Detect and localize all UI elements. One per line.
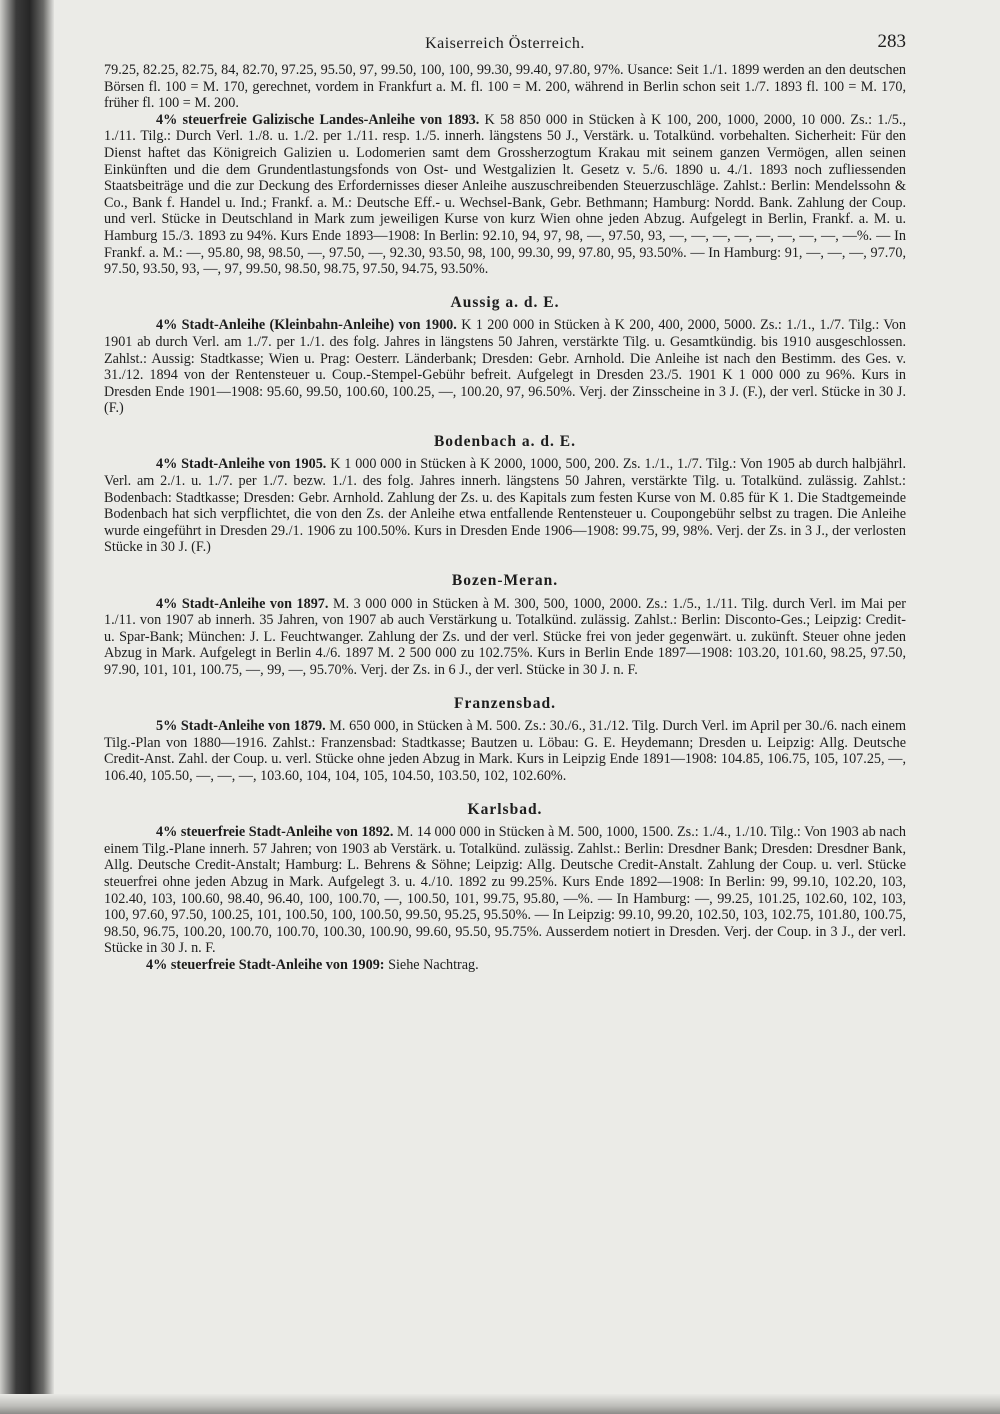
karlsbad-entry [104, 824, 906, 957]
section-heading-franzensbad: Franzensbad. [454, 694, 556, 712]
page-number: 283 [877, 31, 906, 52]
page-content [104, 26, 906, 974]
page-bottom-edge [0, 1394, 1000, 1414]
section-heading-aussig: Aussig a. d. E. [450, 293, 560, 311]
karlsbad-loan-text: M. 14 000 000 in Stücken à M. 500, 1000, 1500. Zs.: 1./4., 1./10. Tilg.: Von 1903 ab nach einem Tilg.-Plane innerh. 57 Jahren; von 1903 ab Verstärk. u. Totalkünd. zulässig. Zahlst.: Berlin: Dresdner Bank; Dresden: Dresdner Bank, Allg. Deutsche Credit-Anstalt; Hamburg: L. Behrens & Söhne; Leipzig: Allg. Deutsche Credit-Anstalt. Zahlung der Coup. u. verl. Stücke steuerfrei ohne jeden Abzug in Mark. Aufgelegt 3. u. 4./10. 1892 zu 99.25%. Kurs Ende 1892—1908: In Berlin: 99, 99.10, 102.20, 103, 102.40, 103, 100.60, 98.40, 96.40, 100, 100.70, —, 100.50, 101, 99.75, 95.80, —%. — In Hamburg: —, 99.25, 101.25, 102.60, 102, 103, 100, 97.60, 97.50, 100.25, 101, 100.50, 100, 100.50, 99.50, 95.25, 95.50%. — In Leipzig: 99.10, 99.20, 102.50, 103, 102.75, 101.80, 100.75, 98.50, 96.75, 100.20, 100.70, 100.70, 100.30, 100.90, 99.60, 95.50, 95.75%. Ausserdem notiert in Dresden. Verj. der Coup. in 3 J., der verl. Stücke in 30 J. n. F. [104, 824, 907, 957]
bodenbach-loan-title: 4% Stadt-Anleihe von 1905. [156, 456, 327, 473]
karlsbad-1909-loan-title: 4% steuerfreie Stadt-Anleihe von 1909: [146, 956, 385, 973]
section-heading-bodenbach: Bodenbach a. d. E. [433, 432, 577, 450]
bozen-meran-loan-title: 4% Stadt-Anleihe von 1897. [156, 595, 329, 612]
aussig-loan-text: K 1 200 000 in Stücken à K 200, 400, 2000, 5000. Zs.: 1./1., 1./7. Tilg.: Von 1901 ab durch Verl. am 1./7. per 1./1. des folg. Jahres in längstens 50 Jahren, verstärkte Tilg. u. Gesamtkündig. bis 1910 ausgeschlossen. Zahlst.: Aussig: Stadtkasse; Wien u. Prag: Oesterr. Länderbank; Dresden: Gebr. Arnhold. Die Anleihe ist nach den Bestimm. des Ges. v. 31./12. 1894 von der Rentensteuer u. Coup.-Stempel-Gebühr befreit. Aufgelegt in Dresden 23./5. 1901 K 1 000 000 zu 96%. Kurs in Dresden Ende 1901—1908: 95.60, 99.50, 100.60, 100.25, —, 100.20, 97, 96.50%. Verj. der Zinsscheine in 3 J. (F.), der verl. Stücke in 30 J. (F.) [104, 317, 906, 417]
aussig-loan-title: 4% Stadt-Anleihe (Kleinbahn-Anleihe) von 1900. [156, 317, 457, 334]
bozen-meran-entry [104, 596, 906, 679]
galizien-loan-title: 4% steuerfreie Galizische Landes-Anleihe von 1893. [156, 111, 480, 128]
running-title: Kaiserreich Österreich. [425, 35, 585, 52]
franzensbad-entry [104, 718, 906, 784]
karlsbad-1909-note: Siehe Nachtrag. [388, 956, 479, 973]
aussig-entry [104, 317, 906, 417]
galizien-loan-text: K 58 850 000 in Stücken à K 100, 200, 1000, 2000, 10 000. Zs.: 1./5., 1./11. Tilg.: Durch Verl. 1./8. u. 1./2. per 1./11. resp. 1./5. innerh. längstens 50 J., Verstärk. u. Totalkünd. vorbehalten. Sicherheit: Für den Dienst haftet das Königreich Galizien u. Lodomerien samt dem Grossherzogtum Krakau mit seinem ganzen Vermögen, allen seinen Einkünften und die dem Grundentlastungsfonds von Ost- und Westgalizien lt. Gesetz v. 5./6. 1890 u. 4./1. 1893 noch zufliessenden Staatsbeiträge und die zur Deckung des Erfordernisses dieser Anleihe auszuschreibenden Steuerzuschläge. Zahlst.: Berlin: Mendelssohn & Co., Bank f. Handel u. Ind.; Frankf. a. M.: Deutsche Eff.- u. Wechsel-Bank, Gebr. Bethmann; Hamburg: Nordd. Bank. Zahlung der Coup. und verl. Stücke in Deutschland in Mark zum jeweiligen Kurse von kurz Wien ohne jeden Abzug. Aufgelegt in Berlin, Frankf. a. M. u. Hamburg 15./3. 1893 zu 94%. Kurs Ende 1893—1908: In Berlin: 92.10, 94, 97, 98, —, 97.50, 93, —, —, —, —, —, —, —, —, —%. — In Frankf. a. M.: —, 95.80, 98, 98.50, —, 97.50, —, 92.30, 93.50, 98, 100, 99.30, 99, 97.80, 95, 93.50%. — In Hamburg: 91, —, —, —, 97.70, 97.50, 93.50, 93, —, 97, 99.50, 98.50, 98.75, 97.50, 94.75, 93.50%. [104, 111, 906, 278]
bodenbach-entry [104, 456, 906, 556]
bozen-meran-loan-text: M. 3 000 000 in Stücken à M. 300, 500, 1000, 2000. Zs.: 1./5., 1./11. Tilg. durch Verl. im Mai per 1./11. von 1907 ab innerh. 35 Jahren, von 1907 ab auch Verstärkung u. Totalkünd. zulässig. Zahlst.: Berlin: Disconto-Ges.; Leipzig: Credit- u. Spar-Bank; München: J. L. Feuchtwanger. Zahlung der Zs. und der verl. Stücke frei von jeder gegenwärt. u. zukünft. Steuer ohne jeden Abzug in Mark. Aufgelegt in Berlin 4./6. 1897 M. 2 500 000 zu 102.75%. Kurs in Berlin Ende 1897—1908: 103.20, 101.60, 98.25, 97.50, 97.90, 101, 101, 100.75, —, 99, —, 95.70%. Verj. der Zs. in 6 J., der verl. Stücke in 30 J. n. F. [104, 595, 907, 678]
bodenbach-loan-text: K 1 000 000 in Stücken à K 2000, 1000, 500, 200. Zs. 1./1., 1./7. Tilg.: Von 1905 ab durch halbjährl. Verl. am 2./1. u. 1./7. per 1./7. bezw. 1./1. des folg. Jahres innerh. längstens 50 Jahren, verstärkte Tilg. u. Totalkünd. zulässig. Zahlst.: Bodenbach: Stadtkasse; Dresden: Gebr. Arnhold. Zahlung der Zs. u. des Kapitals zum festen Kurse von M. 0.85 für K 1. Die Stadtgemeinde Bodenbach hat sich verpflichtet, die von den Zs. der Anleihe etwa entfallende Rentensteuer u. Coupongebühr selbst zu tragen. Die Anleihe wurde eingeführt in Dresden 29./1. 1906 zu 100.50%. Kurs in Dresden Ende 1906—1908: 99.75, 99, 98%. Verj. der Zs. in 3 J., der verlosten Stücke in 30 J. (F.) [104, 456, 907, 556]
running-header [104, 26, 906, 62]
franzensbad-loan-text: M. 650 000, in Stücken à M. 500. Zs.: 30./6., 31./12. Tilg. Durch Verl. im April per 30./6. nach einem Tilg.-Plan von 1880—1916. Zahlst.: Franzensbad: Stadtkasse; Bautzen u. Löbau: G. E. Heydemann; Dresden u. Leipzig: Allg. Deutsche Credit-Anst. Zahl. der Coup. u. verl. Stücke ohne jeden Abzug in Mark. Kurs in Leipzig Ende 1891—1908: 104.85, 106.75, 105, 107.25, —, 106.40, 105.50, —, —, —, 103.60, 104, 104, 105, 104.50, 103.50, 102, 102.60%. [104, 718, 907, 784]
book-spine-shadow [0, 0, 54, 1414]
section-heading-bozen-meran: Bozen-Meran. [451, 572, 559, 590]
franzensbad-loan-title: 5% Stadt-Anleihe von 1879. [156, 718, 326, 735]
karlsbad-1909-entry [104, 957, 906, 974]
section-heading-karlsbad: Karlsbad. [467, 800, 543, 818]
intro-paragraph: 79.25, 82.25, 82.75, 84, 82.70, 97.25, 95.50, 97, 99.50, 100, 100, 99.30, 99.40, 97.80, 97%. Usance: Seit 1./1. 1899 werden an den deutschen Börsen fl. 100 = M. 170, gerechnet, vordem in Frankfurt a. M. fl. 100 = M. 200, während in Berlin schon seit 1./7. 1893 fl. 100 = M. 170, früher fl. 100 = M. 200. [104, 62, 906, 112]
karlsbad-loan-title: 4% steuerfreie Stadt-Anleihe von 1892. [156, 824, 394, 841]
galizien-entry [104, 112, 906, 278]
